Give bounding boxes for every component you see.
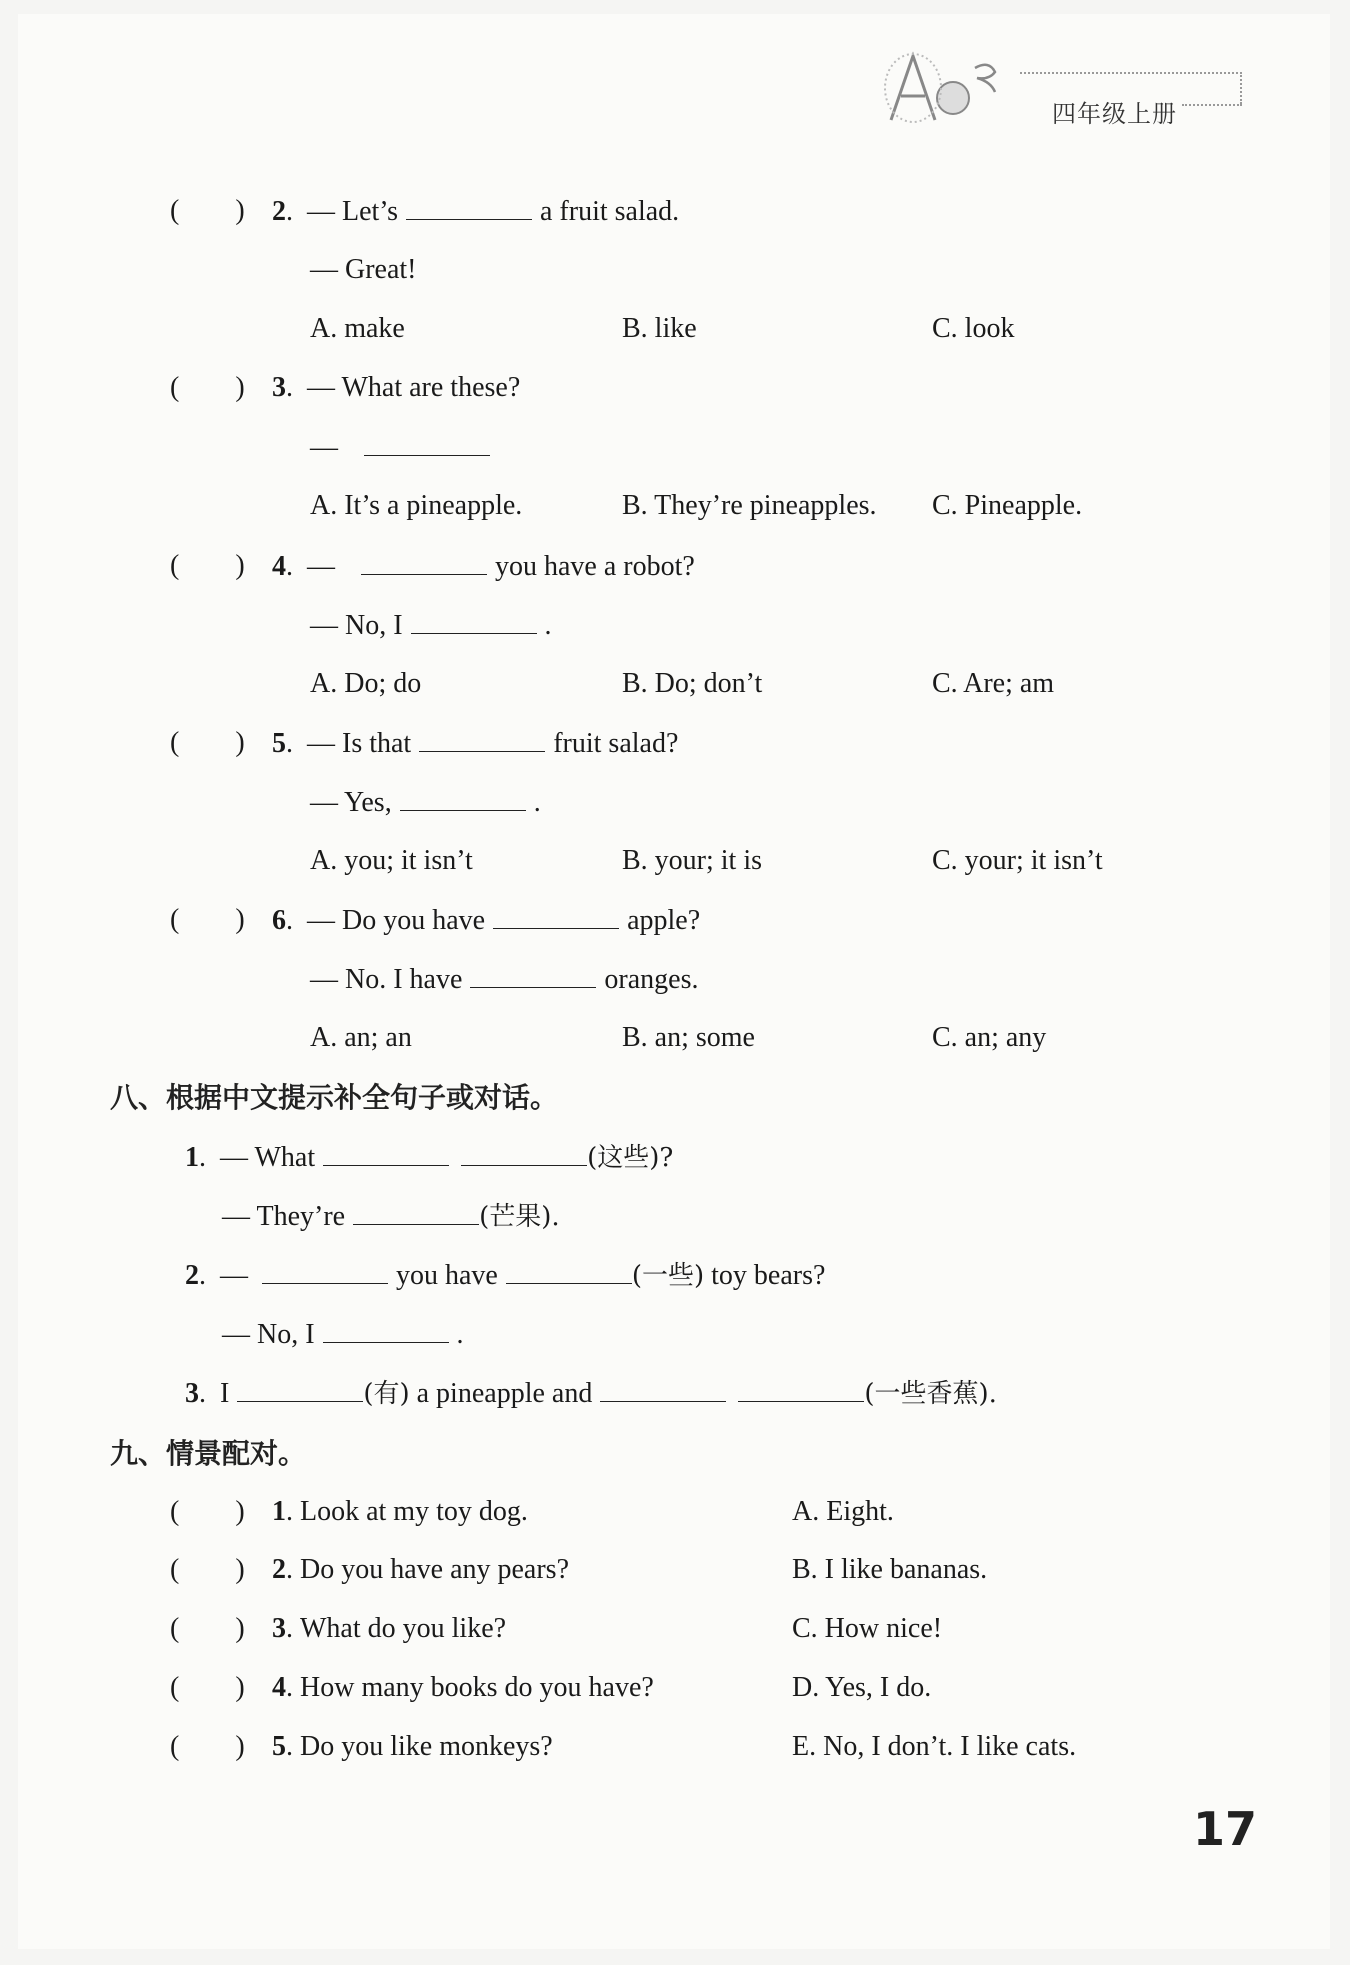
answer-paren[interactable]: ( ) bbox=[170, 727, 245, 758]
option-c: C. your; it isn’t bbox=[932, 845, 1103, 876]
question-line: 5. — Is that fruit salad? bbox=[272, 725, 678, 762]
answer-blank[interactable] bbox=[461, 1139, 587, 1166]
answer-blank[interactable] bbox=[406, 193, 532, 220]
match-answer: A. Eight. bbox=[792, 1496, 894, 1527]
match-question: 4. How many books do you have? bbox=[272, 1672, 654, 1703]
chinese-hint: (一些) bbox=[631, 1261, 705, 1291]
response-text: — No, I bbox=[222, 1319, 315, 1350]
response-line bbox=[310, 429, 498, 466]
answer-blank[interactable] bbox=[353, 1198, 479, 1225]
question-text: you have bbox=[396, 1260, 498, 1291]
answer-paren[interactable]: ( ) bbox=[170, 1613, 245, 1644]
question-number: 1 bbox=[185, 1142, 199, 1173]
chinese-hint: (一些香蕉). bbox=[864, 1379, 997, 1409]
question-number: 3 bbox=[185, 1378, 199, 1409]
option-b: B. They’re pineapples. bbox=[622, 490, 877, 521]
dash: — bbox=[307, 551, 335, 582]
answer-blank[interactable] bbox=[323, 1139, 449, 1166]
answer-blank[interactable] bbox=[419, 725, 545, 752]
question-number: 1 bbox=[272, 1496, 286, 1527]
option-a: A. Do; do bbox=[310, 668, 422, 699]
header-rule bbox=[1182, 104, 1242, 106]
answer-blank[interactable] bbox=[323, 1316, 449, 1343]
question-text: apple? bbox=[627, 905, 701, 936]
match-question: 1. Look at my toy dog. bbox=[272, 1496, 528, 1527]
question-text: a fruit salad. bbox=[540, 196, 680, 227]
answer-blank[interactable] bbox=[600, 1375, 726, 1402]
match-question: 2. Do you have any pears? bbox=[272, 1554, 570, 1585]
option-a: A. It’s a pineapple. bbox=[310, 490, 523, 521]
period: . bbox=[533, 787, 541, 818]
question-text: toy bears? bbox=[711, 1260, 826, 1291]
question-number: 4 bbox=[272, 551, 286, 582]
answer-paren[interactable]: ( ) bbox=[170, 195, 245, 226]
option-a: A. you; it isn’t bbox=[310, 845, 473, 876]
answer-blank[interactable] bbox=[400, 784, 526, 811]
answer-blank[interactable] bbox=[364, 429, 490, 456]
answer-blank[interactable] bbox=[262, 1257, 388, 1284]
response-line bbox=[222, 1316, 464, 1353]
match-answer: E. No, I don’t. I like cats. bbox=[792, 1731, 1077, 1762]
match-answer: C. How nice! bbox=[792, 1613, 943, 1644]
option-b: B. your; it is bbox=[622, 845, 763, 876]
chinese-hint: (这些)? bbox=[587, 1143, 674, 1173]
option-b: B. Do; don’t bbox=[622, 668, 763, 699]
question-text: What do you like? bbox=[300, 1613, 507, 1644]
header-rule bbox=[1020, 72, 1242, 74]
answer-blank[interactable] bbox=[470, 961, 596, 988]
ab-logo-icon bbox=[883, 48, 1013, 128]
answer-blank[interactable] bbox=[411, 607, 537, 634]
match-question: 5. Do you like monkeys? bbox=[272, 1731, 553, 1762]
dash: — bbox=[220, 1260, 248, 1291]
match-answer: D. Yes, I do. bbox=[792, 1672, 932, 1703]
chinese-hint: (有) bbox=[363, 1379, 410, 1409]
response-line bbox=[310, 961, 698, 998]
response-line bbox=[310, 784, 541, 821]
answer-blank[interactable] bbox=[237, 1375, 363, 1402]
answer-paren[interactable]: ( ) bbox=[170, 1672, 245, 1703]
question-text: a pineapple and bbox=[416, 1378, 593, 1409]
answer-blank[interactable] bbox=[493, 902, 619, 929]
option-c: C. Pineapple. bbox=[932, 490, 1083, 521]
section-title: 八、根据中文提示补全句子或对话。 bbox=[110, 1081, 559, 1114]
option-b: B. an; some bbox=[622, 1022, 755, 1053]
question-line: 3. I (有) a pineapple and (一些香蕉). bbox=[185, 1375, 997, 1412]
answer-paren[interactable]: ( ) bbox=[170, 550, 245, 581]
response-text: oranges. bbox=[604, 964, 699, 995]
question-number: 2 bbox=[272, 196, 286, 227]
section-title: 九、情景配对。 bbox=[110, 1437, 307, 1470]
question-number: 2 bbox=[272, 1554, 286, 1585]
question-text: — What are these? bbox=[307, 372, 521, 403]
option-c: C. Are; am bbox=[932, 668, 1055, 699]
question-text: How many books do you have? bbox=[300, 1672, 654, 1703]
answer-paren[interactable]: ( ) bbox=[170, 1554, 245, 1585]
question-line: 6. — Do you have apple? bbox=[272, 902, 700, 939]
page-number: 17 bbox=[1193, 1802, 1258, 1856]
question-text: — What bbox=[220, 1142, 316, 1173]
question-line: 2. — you have (一些) toy bears? bbox=[185, 1257, 825, 1294]
question-number: 2 bbox=[185, 1260, 199, 1291]
response-line: — Great! bbox=[310, 254, 417, 285]
response-line bbox=[310, 607, 552, 644]
question-number: 6 bbox=[272, 905, 286, 936]
question-number: 4 bbox=[272, 1672, 286, 1703]
question-line: 4. — you have a robot? bbox=[272, 548, 695, 585]
question-text: Do you have any pears? bbox=[300, 1554, 570, 1585]
question-number: 3 bbox=[272, 1613, 286, 1644]
question-text: Look at my toy dog. bbox=[300, 1496, 528, 1527]
question-line: 1. — What (这些)? bbox=[185, 1139, 673, 1176]
question-number: 5 bbox=[272, 1731, 286, 1762]
question-line: 3. — What are these? bbox=[272, 372, 521, 403]
dash: — bbox=[310, 432, 338, 463]
header-rule bbox=[1240, 72, 1242, 104]
question-number: 3 bbox=[272, 372, 286, 403]
question-text: I bbox=[220, 1378, 230, 1409]
option-c: C. an; any bbox=[932, 1022, 1047, 1053]
option-a: A. an; an bbox=[310, 1022, 412, 1053]
response-line bbox=[222, 1198, 560, 1235]
question-line: 2. — Let’s a fruit salad. bbox=[272, 193, 679, 230]
period: . bbox=[456, 1319, 464, 1350]
question-text: you have a robot? bbox=[495, 551, 695, 582]
answer-paren[interactable]: ( ) bbox=[170, 372, 245, 403]
response-text: — Yes, bbox=[310, 787, 392, 818]
answer-paren[interactable]: ( ) bbox=[170, 1496, 245, 1527]
option-c: C. look bbox=[932, 313, 1015, 344]
question-text: — Let’s bbox=[307, 196, 398, 227]
match-question: 3. What do you like? bbox=[272, 1613, 507, 1644]
response-text: — No. I have bbox=[310, 964, 463, 995]
option-a: A. make bbox=[310, 313, 405, 344]
response-text: — They’re bbox=[222, 1201, 346, 1232]
option-b: B. like bbox=[622, 313, 697, 344]
chinese-hint: (芒果). bbox=[479, 1202, 560, 1232]
answer-paren[interactable]: ( ) bbox=[170, 1731, 245, 1762]
grade-label: 四年级上册 bbox=[1052, 100, 1177, 128]
question-text: Do you like monkeys? bbox=[300, 1731, 553, 1762]
answer-blank[interactable] bbox=[506, 1257, 632, 1284]
response-text: — No, I bbox=[310, 610, 403, 641]
answer-blank[interactable] bbox=[361, 548, 487, 575]
question-number: 5 bbox=[272, 728, 286, 759]
question-text: fruit salad? bbox=[553, 728, 679, 759]
answer-paren[interactable]: ( ) bbox=[170, 904, 245, 935]
answer-blank[interactable] bbox=[738, 1375, 864, 1402]
match-answer: B. I like bananas. bbox=[792, 1554, 988, 1585]
period: . bbox=[544, 610, 552, 641]
question-text: — Is that bbox=[307, 728, 412, 759]
question-text: — Do you have bbox=[307, 905, 486, 936]
